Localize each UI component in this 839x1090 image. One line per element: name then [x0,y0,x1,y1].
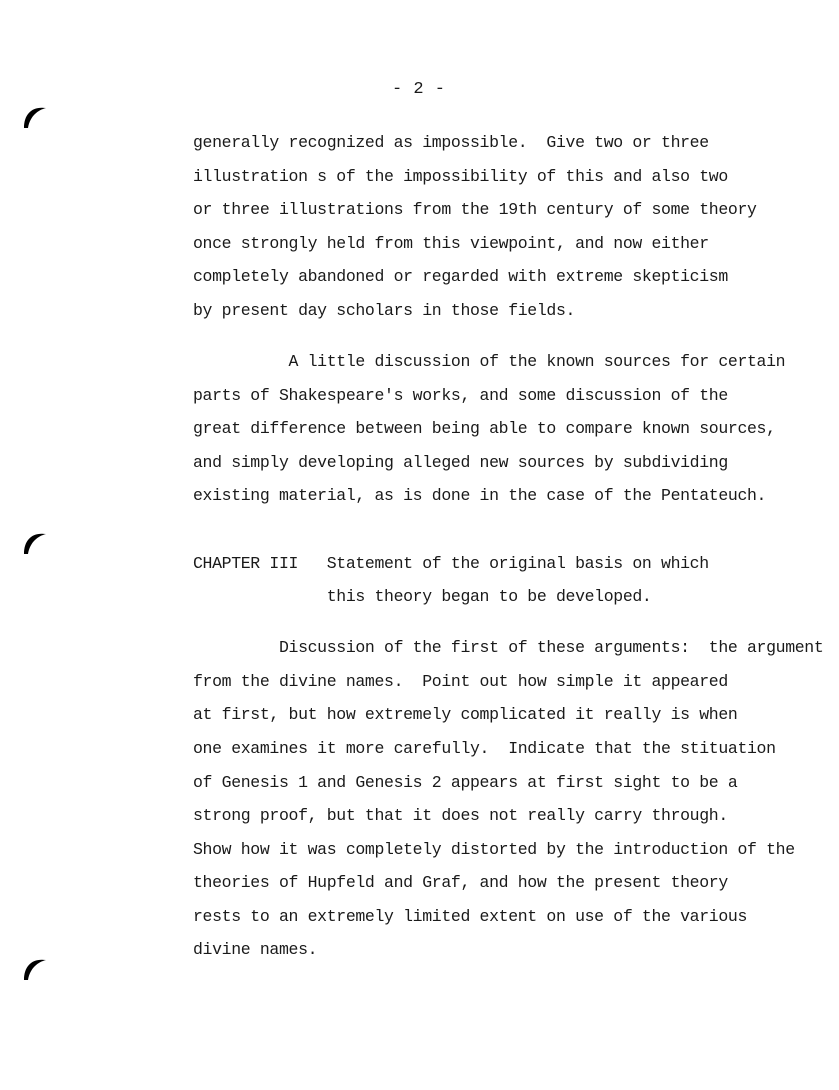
punch-hole-mark-bottom [22,956,48,982]
text-line: and simply developing alleged new sources by subdividing [193,453,728,472]
text-line: parts of Shakespeare's works, and some discussion of the [193,386,728,405]
text-line: A little discussion of the known sources for certain [193,352,786,371]
text-line: from the divine names. Point out how simple it appeared [193,672,728,691]
text-line: of Genesis 1 and Genesis 2 appears at first sight to be a [193,773,738,792]
text-line: illustration s of the impossibility of this and also two [193,167,728,186]
punch-hole-mark-middle [22,530,48,556]
text-line: once strongly held from this viewpoint, and now either [193,234,709,253]
text-line: rests to an extremely limited extent on use of the various [193,907,747,926]
text-line: generally recognized as impossible. Give two or three [193,133,709,152]
page-number: - 2 - [392,80,446,99]
text-line: by present day scholars in those fields. [193,301,576,320]
chapter-title-line: this theory began to be developed. [193,587,652,606]
text-line: great difference between being able to compare known sources, [193,419,776,438]
text-line: Show how it was completely distorted by the introduction of the [193,840,795,859]
punch-hole-mark-top [22,104,48,130]
text-line: or three illustrations from the 19th century of some theory [193,200,757,219]
text-line: Discussion of the first of these arguments: the argument [193,638,824,657]
text-line: existing material, as is done in the case of the Pentateuch. [193,486,767,505]
chapter-title-line: CHAPTER III Statement of the original basis on which [193,554,709,573]
text-line: theories of Hupfeld and Graf, and how the present theory [193,873,728,892]
text-line: at first, but how extremely complicated it really is when [193,705,738,724]
text-line: completely abandoned or regarded with extreme skepticism [193,267,728,286]
text-line: strong proof, but that it does not really carry through. [193,806,728,825]
text-line: one examines it more carefully. Indicate that the stituation [193,739,776,758]
text-line: divine names. [193,940,318,959]
